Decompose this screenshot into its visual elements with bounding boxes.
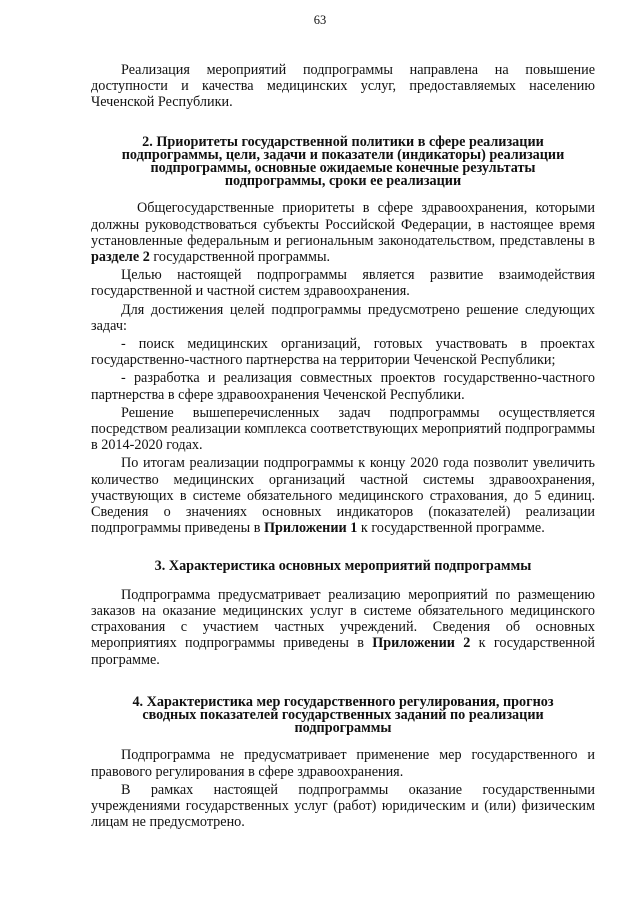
- section-4-paragraph-1: Подпрограмма не предусматривает применение мер государственного и правового регулирования в сфере здравоохранения.: [91, 747, 595, 780]
- section-4-paragraph-2: В рамках настоящей подпрограммы оказание государственными учреждениями государственных услуг (работ) юридическим и (или) физическим лицам не предусмотрено.: [91, 781, 595, 831]
- section-2-paragraph-1: Общегосударственные приоритеты в сфере здравоохранения, которыми должны руководствоваться субъекты Российской Федерации, в настоящее время установленные федеральным и региональным законодательством, представлены в разделе 2 государственной программы.: [91, 200, 595, 266]
- section-2-heading: 2. Приоритеты государственной политики в сфере реализации подпрограммы, цели, задачи и показатели (индикаторы) реализации подпрограммы, основные ожидаемые конечные результаты подпрограммы, сроки ее реализации: [121, 133, 565, 190]
- bold-ref-section-2: разделе 2: [91, 249, 150, 266]
- section-2-task-2: - разработка и реализация совместных проектов государственно-частного партнерства в сфере здравоохранения Чеченской Республики.: [91, 370, 595, 403]
- section-2-paragraph-7: По итогам реализации подпрограммы к концу 2020 года позволит увеличить количество медицинских организаций частной системы здравоохранения, участвующих в системе обязательного медицинского страхования, до 5 единиц. Сведения о значениях основных индикаторов (показателей) реализации подпрограммы приведены в Приложении 1 к государственной программе.: [91, 455, 595, 537]
- intro-paragraph: Реализация мероприятий подпрограммы направлена на повышение доступности и качества медицинских услуг, предоставляемых населению Чеченской Республики.: [91, 62, 595, 111]
- bold-ref-appendix-2: Приложении 2: [372, 635, 471, 652]
- section-2-task-1: - поиск медицинских организаций, готовых участвовать в проектах государственно-частного партнерства на территории Чеченской Республики;: [91, 336, 595, 369]
- section-2-paragraph-6: Решение вышеперечисленных задач подпрограммы осуществляется посредством реализации комплекса соответствующих мероприятий подпрограммы в 2014-2020 годах.: [91, 404, 595, 454]
- section-3-paragraph-1: Подпрограмма предусматривает реализацию мероприятий по размещению заказов на оказание медицинских услуг в системе обязательного медицинского страхования с участием частных учреждений. Сведения об основных мероприятиях подпрограммы приведены в Приложении 2 к государственной программе.: [91, 586, 595, 668]
- section-2-paragraph-2: Целью настоящей подпрограммы является развитие взаимодействия государственной и частной систем здравоохранения.: [91, 267, 595, 300]
- page-number: 63: [313, 13, 327, 27]
- document-page: [91, 0, 595, 830]
- section-4-heading: 4. Характеристика мер государственного регулирования, прогноз сводных показателей государственных заданий по реализации подпрограммы: [132, 693, 554, 737]
- section-3-heading: 3. Характеристика основных мероприятий подпрограммы: [154, 558, 532, 575]
- section-2-paragraph-3: Для достижения целей подпрограммы предусмотрено решение следующих задач:: [91, 301, 595, 334]
- bold-ref-appendix-1: Приложении 1: [263, 520, 358, 537]
